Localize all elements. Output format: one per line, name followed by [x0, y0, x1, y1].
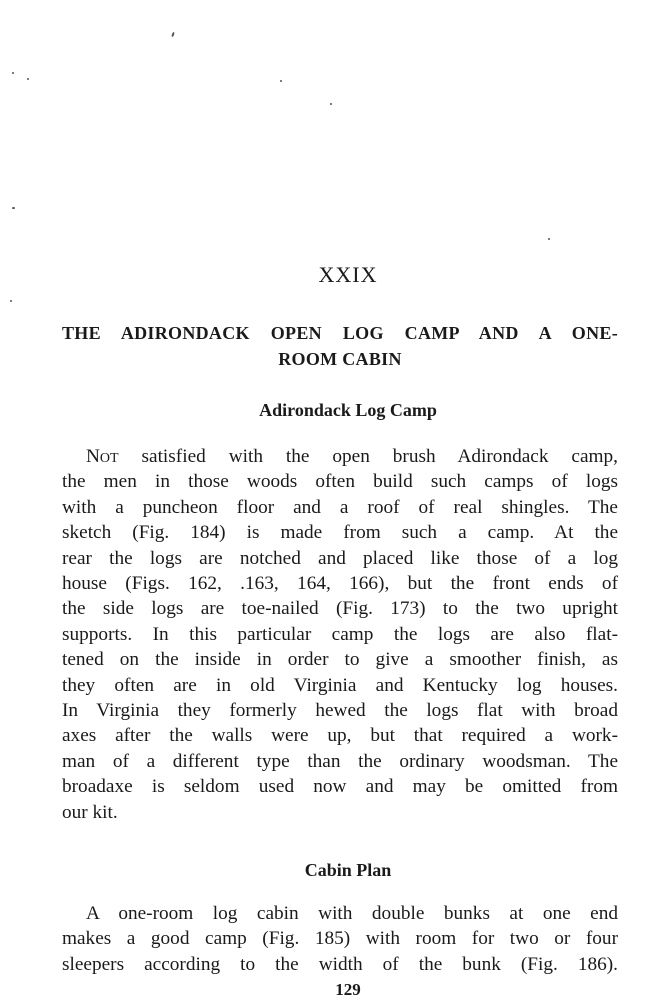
chapter-title-line: ROOM CABIN — [278, 349, 402, 369]
scan-speck — [12, 72, 14, 74]
paragraph-line: supports. In this particular camp the logs are also flat- — [62, 623, 618, 645]
paragraph-line: tened on the inside in order to give a smoother finish, as — [62, 649, 618, 671]
paragraph-line: sleepers according to the width of the bunk (Fig. 186). — [62, 953, 618, 975]
lead-word: Not — [86, 446, 119, 467]
page-number: 129 — [335, 980, 361, 999]
chapter-title — [62, 320, 618, 372]
line-text: satisfied with the open brush Adirondack camp, — [118, 446, 618, 467]
paragraph-line: they often are in old Virginia and Kentucky log houses. — [62, 674, 618, 696]
paragraph-line: sketch (Fig. 184) is made from such a camp. At the — [62, 522, 618, 544]
paragraph-line: with a puncheon floor and a roof of real shingles. The — [62, 496, 618, 518]
scan-speck — [330, 103, 332, 105]
paragraph-line — [62, 444, 618, 469]
paragraph — [62, 901, 618, 977]
scan-speck — [171, 32, 175, 37]
section-heading: Cabin Plan — [304, 860, 392, 880]
paragraph-line: our kit. — [62, 801, 118, 823]
scan-speck — [10, 300, 12, 302]
scan-speck — [280, 80, 282, 82]
paragraph-line: house (Figs. 162, .163, 164, 166), but the front ends of — [62, 573, 618, 595]
paragraph-line: makes a good camp (Fig. 185) with room for two or four — [62, 928, 618, 950]
paragraph-line: A one-room log cabin with double bunks at one end — [86, 903, 618, 924]
chapter-number: XXIX — [318, 262, 378, 287]
paragraph-line: the side logs are toe-nailed (Fig. 173) to the two upright — [62, 598, 618, 620]
paragraph-line: In Virginia they formerly hewed the logs flat with broad — [62, 700, 618, 722]
paragraph-line: man of a different type than the ordinary woodsman. The — [62, 750, 618, 772]
section-heading: Adirondack Log Camp — [259, 400, 437, 420]
scan-speck — [548, 238, 550, 240]
paragraph-line: the men in those woods often build such camps of logs — [62, 471, 618, 493]
scan-speck — [27, 78, 29, 80]
paragraph-line: axes after the walls were up, but that required a work- — [62, 725, 618, 747]
paragraph — [62, 444, 618, 825]
chapter-title-line: THE ADIRONDACK OPEN LOG CAMP AND A ONE- — [62, 323, 618, 343]
paragraph-line: broadaxe is seldom used now and may be omitted from — [62, 776, 618, 798]
paragraph-line: rear the logs are notched and placed like those of a log — [62, 547, 618, 569]
scan-speck — [12, 207, 15, 209]
